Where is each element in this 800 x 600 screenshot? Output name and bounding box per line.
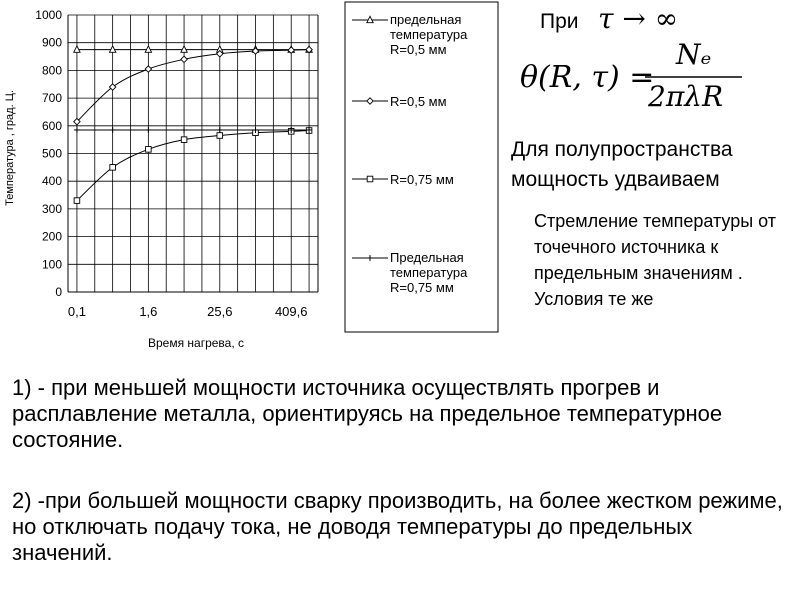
x-tick-label: 0,1	[67, 304, 86, 319]
y-tick-label: 200	[41, 229, 62, 244]
legend-label-limit-05: предельная температура R=0,5 мм	[390, 12, 468, 57]
legend-label-r05: R=0,5 мм	[390, 94, 447, 109]
y-tick-label: 600	[41, 118, 62, 133]
marker-square	[217, 133, 223, 139]
chart-series	[74, 46, 313, 203]
y-tick-label: 300	[41, 201, 62, 216]
marker-diamond	[252, 48, 258, 54]
marker-square	[367, 176, 373, 182]
tendency-note: Стремление температуры от точечного источника к предельным значениям . Условия те же	[534, 211, 777, 309]
marker-square	[110, 165, 116, 171]
y-tick-label: 400	[41, 174, 62, 189]
x-tick-label: 25,6	[207, 304, 233, 319]
marker-diamond	[145, 66, 151, 72]
marker-square	[146, 147, 152, 153]
x-axis-label: Время нагрева, с	[147, 336, 245, 350]
x-tick-label: 1,6	[139, 304, 158, 319]
y-tick-label: 100	[41, 257, 62, 272]
y-tick-label: 900	[41, 35, 62, 50]
marker-diamond	[181, 56, 187, 62]
x-tick-label: 409,6	[274, 304, 308, 319]
y-tick-label: 1000	[35, 8, 62, 22]
y-tick-label: 800	[41, 63, 62, 78]
series-square	[74, 128, 312, 204]
point-2-text: 2) -при большей мощности сварку производить, на более жестком режиме, но отключать подачу тока, не доводя температуры до предельных значений.	[12, 488, 783, 565]
formula-denominator: 2πλR	[648, 80, 724, 113]
formula-numerator: Nₑ	[676, 38, 712, 71]
y-tick-label: 500	[41, 146, 62, 161]
y-axis-label: Температура , град. Ц.	[4, 90, 16, 206]
formula-lhs: θ(R, τ) =	[520, 60, 655, 95]
legend-label-r075: R=0,75 мм	[390, 172, 454, 187]
series-diamond	[74, 46, 313, 124]
formula-condition-word: При	[540, 10, 579, 33]
chart-ticks	[35, 8, 307, 319]
formula-condition-math: τ → ∞	[598, 2, 679, 35]
marker-square	[181, 137, 187, 143]
half-space-line1: Для полупространства	[511, 138, 733, 161]
series-triangle	[74, 46, 313, 52]
marker-square	[74, 198, 80, 204]
y-tick-label: 0	[55, 285, 62, 299]
y-tick-label: 700	[41, 91, 62, 106]
point-1-text: 1) - при меньшей мощности источника осуществлять прогрев и расплавление металла, ориентируясь на предельное температурное состояние.	[12, 375, 723, 452]
legend-label-limit-075: Предельная температура R=0,75 мм	[390, 250, 468, 295]
marker-diamond	[367, 98, 373, 104]
half-space-line2: мощность удваиваем	[511, 168, 720, 191]
chart-grid	[68, 15, 318, 292]
